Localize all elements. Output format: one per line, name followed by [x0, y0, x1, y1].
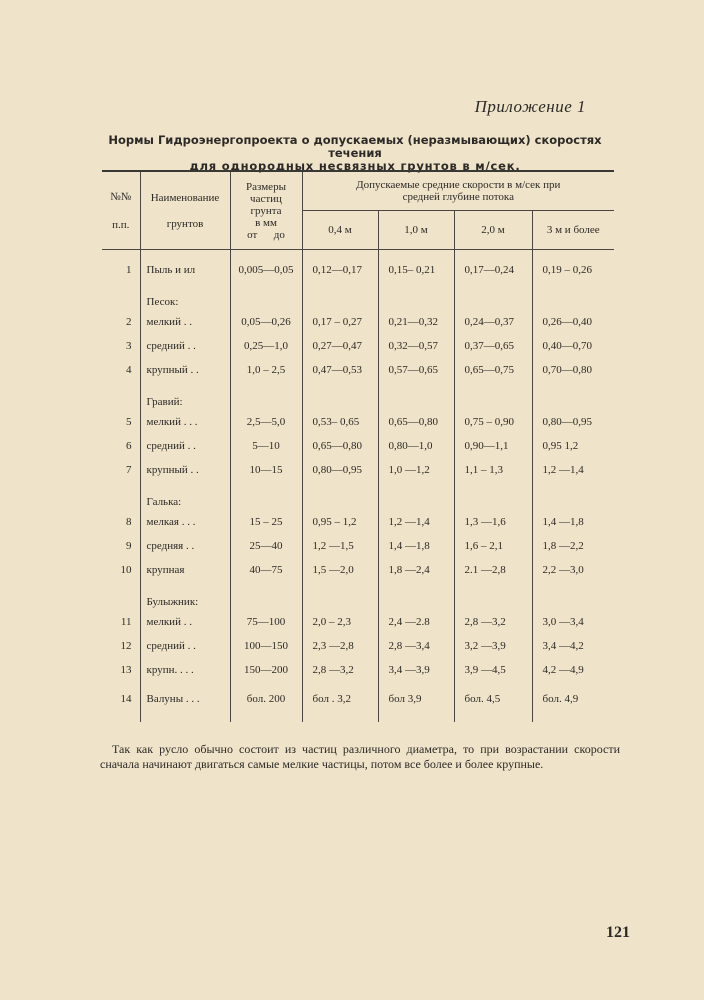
speed-depth-20: 2,8 —3,2: [454, 610, 532, 634]
header-speeds-line-1: Допускаемые средние скорости в м/сек при: [356, 179, 561, 191]
speed-depth-3plus: 2,2 —3,0: [532, 558, 614, 582]
soil-name: средний . .: [140, 334, 230, 358]
speed-depth-3plus: 0,26—0,40: [532, 310, 614, 334]
particle-size: 150—200: [230, 658, 302, 682]
particle-size: 5—10: [230, 434, 302, 458]
group-row: [102, 482, 614, 510]
soil-name: крупн. . . .: [140, 658, 230, 682]
table-row: [102, 458, 614, 482]
speed-depth-20: 0,17—0,24: [454, 258, 532, 282]
particle-size: 40—75: [230, 558, 302, 582]
speed-depth-10: 0,65—0,80: [378, 410, 454, 434]
group-label-sand: Песок:: [140, 282, 230, 310]
speed-depth-3plus: бол. 4,9: [532, 682, 614, 716]
particle-size: 100—150: [230, 634, 302, 658]
row-number: 9: [126, 540, 132, 552]
particle-size: бол. 200: [230, 682, 302, 716]
speed-depth-10: 2,8 —3,4: [378, 634, 454, 658]
row-number: 3: [126, 340, 132, 352]
soil-name: мелкий . . .: [140, 410, 230, 434]
soil-name: средний . .: [140, 634, 230, 658]
row-number: 14: [120, 693, 132, 705]
soil-name: Пыль и ил: [140, 258, 230, 282]
soil-name: крупный . .: [140, 458, 230, 482]
row-number: 7: [126, 464, 132, 476]
speed-depth-10: 0,80—1,0: [378, 434, 454, 458]
group-row: [102, 282, 614, 310]
soil-name: мелкий . .: [140, 610, 230, 634]
table-row: [102, 310, 614, 334]
speed-depth-3plus: 0,80—0,95: [532, 410, 614, 434]
soil-name: крупный . .: [140, 358, 230, 382]
speed-depth-20: 1,6 – 2,1: [454, 534, 532, 558]
speed-depth-20: 1,3 —1,6: [454, 510, 532, 534]
speed-depth-10: 0,32—0,57: [378, 334, 454, 358]
group-label-gravel: Гравий:: [140, 382, 230, 410]
table-row: [102, 610, 614, 634]
particle-size: 1,0 – 2,5: [230, 358, 302, 382]
header-depth-10: 1,0 м: [378, 211, 454, 250]
header-size-line-4: в мм: [255, 216, 277, 229]
group-row: [102, 382, 614, 410]
soil-name: мелкая . . .: [140, 510, 230, 534]
speed-depth-3plus: 0,70—0,80: [532, 358, 614, 382]
soil-name: мелкий . .: [140, 310, 230, 334]
speed-depth-04: 1,5 —2,0: [302, 558, 378, 582]
speed-depth-04: 0,95 – 1,2: [302, 510, 378, 534]
row-number: 1: [126, 264, 132, 276]
header-size-line-5: от до: [247, 228, 285, 241]
speed-depth-10: 0,21—0,32: [378, 310, 454, 334]
table-row: [102, 258, 614, 282]
header-number-bottom: п.п.: [112, 218, 130, 231]
speed-depth-20: 0,90—1,1: [454, 434, 532, 458]
velocity-norms-table: [102, 170, 614, 722]
soil-name: Валуны . . .: [140, 682, 230, 716]
speed-depth-3plus: 4,2 —4,9: [532, 658, 614, 682]
page-number: 121: [606, 924, 630, 941]
speed-depth-20: 3,9 —4,5: [454, 658, 532, 682]
speed-depth-04: 0,12—0,17: [302, 258, 378, 282]
speed-depth-04: 1,2 —1,5: [302, 534, 378, 558]
table-row: [102, 358, 614, 382]
speed-depth-10: 0,57—0,65: [378, 358, 454, 382]
header-number-top: №№: [110, 190, 132, 203]
table-row: [102, 534, 614, 558]
appendix-label: Приложение 1: [474, 97, 586, 116]
header-particle-size: [230, 171, 302, 250]
header-soil-name-top: Наименование: [150, 191, 220, 204]
header-depth-20: 2,0 м: [454, 211, 532, 250]
speed-depth-04: бол . 3,2: [302, 682, 378, 716]
speed-depth-04: 0,80—0,95: [302, 458, 378, 482]
particle-size: 15 – 25: [230, 510, 302, 534]
speed-depth-20: 3,2 —3,9: [454, 634, 532, 658]
table-row: [102, 558, 614, 582]
particle-size: 0,25—1,0: [230, 334, 302, 358]
speed-depth-10: 2,4 —2.8: [378, 610, 454, 634]
row-number: 8: [126, 516, 132, 528]
speed-depth-20: 0,75 – 0,90: [454, 410, 532, 434]
speed-depth-04: 2,0 – 2,3: [302, 610, 378, 634]
table-title: [90, 134, 620, 173]
speed-depth-04: 0,53– 0,65: [302, 410, 378, 434]
row-number: 10: [120, 564, 132, 576]
header-size-line-1: Размеры: [246, 180, 286, 193]
speed-depth-10: 1,2 —1,4: [378, 510, 454, 534]
row-number: 2: [126, 316, 132, 328]
soil-name: средняя . .: [140, 534, 230, 558]
table-row: [102, 634, 614, 658]
table-row: [102, 510, 614, 534]
speed-depth-20: бол. 4,5: [454, 682, 532, 716]
speed-depth-04: 2,3 —2,8: [302, 634, 378, 658]
particle-size: 10—15: [230, 458, 302, 482]
particle-size: 2,5—5,0: [230, 410, 302, 434]
speed-depth-20: 0,65—0,75: [454, 358, 532, 382]
table-row: [102, 334, 614, 358]
header-soil-name-bottom: грунтов: [166, 217, 204, 230]
speed-depth-3plus: 1,2 —1,4: [532, 458, 614, 482]
speed-depth-04: 0,17 – 0,27: [302, 310, 378, 334]
row-number: 6: [126, 440, 132, 452]
particle-size: 0,005—0,05: [230, 258, 302, 282]
row-number: 12: [120, 640, 132, 652]
row-number: 5: [126, 416, 132, 428]
speed-depth-10: 0,15– 0,21: [378, 258, 454, 282]
speed-depth-3plus: 1,8 —2,2: [532, 534, 614, 558]
speed-depth-10: 1,0 —1,2: [378, 458, 454, 482]
header-soil-name: [140, 171, 230, 250]
particle-size: 75—100: [230, 610, 302, 634]
speed-depth-04: 2,8 —3,2: [302, 658, 378, 682]
header-depth-04: 0,4 м: [302, 211, 378, 250]
table-row: [102, 410, 614, 434]
row-number: 11: [120, 616, 132, 628]
header-size-line-2: частиц: [250, 192, 282, 205]
speed-depth-10: 1,8 —2,4: [378, 558, 454, 582]
speed-depth-10: бол 3,9: [378, 682, 454, 716]
group-label-pebble: Галька:: [140, 482, 230, 510]
row-number: 4: [126, 364, 132, 376]
table-row: [102, 434, 614, 458]
speed-depth-10: 1,4 —1,8: [378, 534, 454, 558]
speed-depth-3plus: 3,4 —4,2: [532, 634, 614, 658]
footnote-paragraph: Так как русло обычно состоит из частиц различного диаметра, то при возрастании скорости сначала начинают двигаться самые мелкие частицы, потом все более и более крупные.: [100, 742, 620, 771]
speed-depth-20: 0,37—0,65: [454, 334, 532, 358]
speed-depth-20: 0,24—0,37: [454, 310, 532, 334]
particle-size: 25—40: [230, 534, 302, 558]
speed-depth-3plus: 1,4 —1,8: [532, 510, 614, 534]
header-speeds-line-2: средней глубине потока: [402, 191, 514, 203]
table-title-line-1: Нормы Гидроэнергопроекта о допускаемых (неразмывающих) скоростях течения: [108, 133, 602, 160]
speed-depth-04: 0,65—0,80: [302, 434, 378, 458]
speed-depth-20: 1,1 – 1,3: [454, 458, 532, 482]
table-row: [102, 658, 614, 682]
header-size-line-3: грунта: [250, 204, 282, 217]
speed-depth-04: 0,47—0,53: [302, 358, 378, 382]
speed-depth-3plus: 0,40—0,70: [532, 334, 614, 358]
header-number: [102, 171, 140, 250]
soil-name: средний . .: [140, 434, 230, 458]
speed-depth-20: 2.1 —2,8: [454, 558, 532, 582]
speed-depth-10: 3,4 —3,9: [378, 658, 454, 682]
table-row: [102, 682, 614, 716]
speed-depth-3plus: 0,95 1,2: [532, 434, 614, 458]
speed-depth-3plus: 3,0 —3,4: [532, 610, 614, 634]
header-depth-3plus: 3 м и более: [532, 211, 614, 250]
group-label-cobble: Булыжник:: [140, 582, 230, 610]
speed-depth-3plus: 0,19 – 0,26: [532, 258, 614, 282]
table-title-line-2: для однородных несвязных грунтов в м/сек.: [189, 159, 521, 173]
speed-depth-04: 0,27—0,47: [302, 334, 378, 358]
particle-size: 0,05—0,26: [230, 310, 302, 334]
group-row: [102, 582, 614, 610]
soil-name: крупная: [140, 558, 230, 582]
row-number: 13: [120, 664, 132, 676]
header-allowed-speeds: [302, 171, 614, 211]
